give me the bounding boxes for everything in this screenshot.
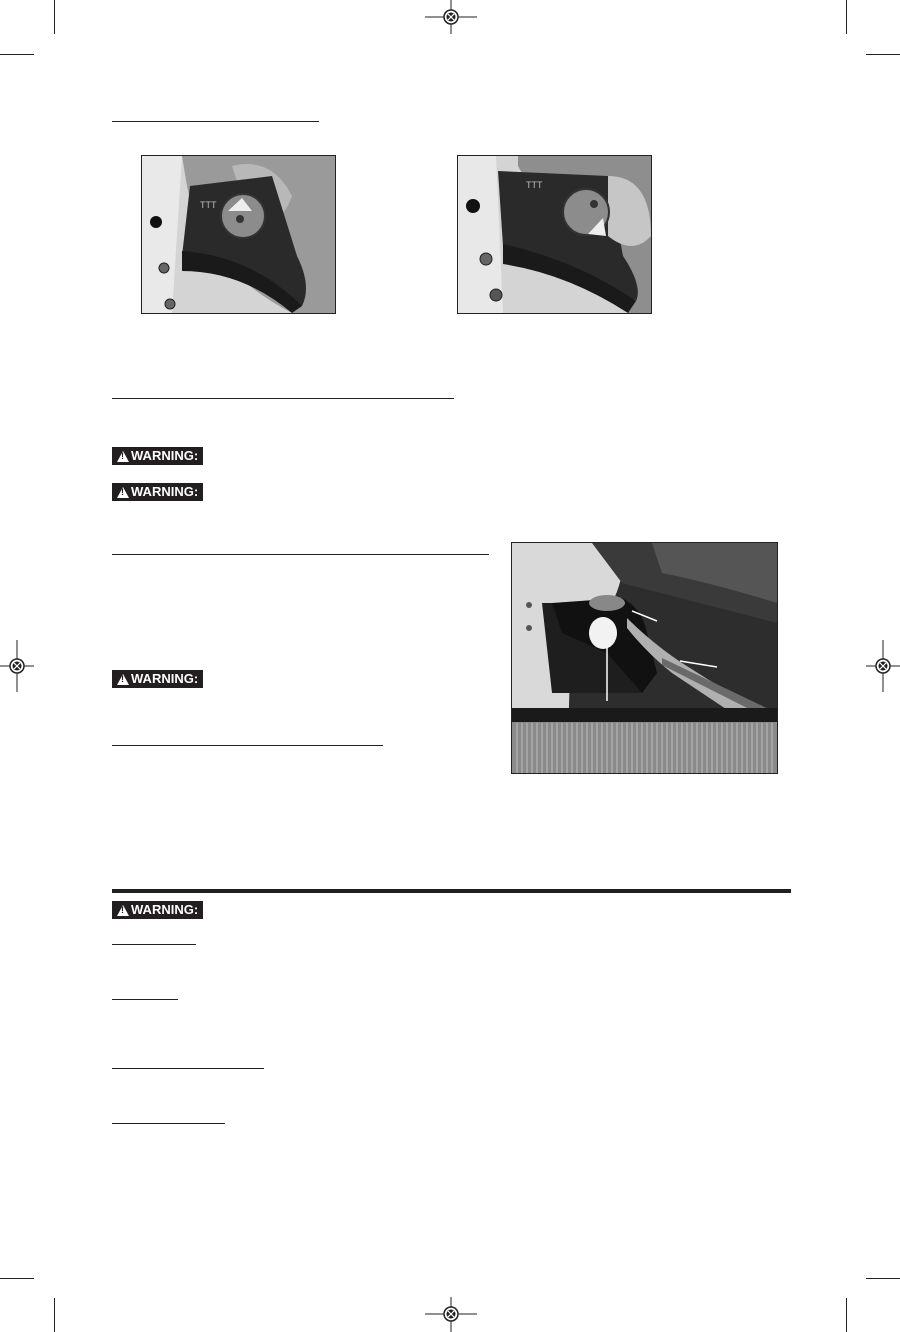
svg-text:TTT: TTT [200,200,217,210]
subheading-underline [112,1068,264,1069]
latch-spring-photo [511,542,778,774]
registration-mark-icon [425,1297,477,1332]
warning-triangle-icon [117,905,129,916]
crop-mark [846,0,847,34]
warning-badge [112,447,203,465]
warning-label: WARNING: [131,484,199,499]
crop-mark [846,1298,847,1332]
warning-label: WARNING: [131,902,199,917]
warning-triangle-icon [117,674,129,685]
subheading-underline [112,999,178,1000]
registration-mark-icon [425,0,477,34]
crop-mark [0,54,34,55]
trigger-lock-photo-1 [141,155,336,314]
registration-mark-icon [0,640,34,692]
warning-badge [112,901,203,919]
subheading-underline [112,944,196,945]
crop-mark [866,54,900,55]
section-divider [112,889,791,893]
warning-triangle-icon [117,487,129,498]
section-heading-underline [112,554,489,555]
warning-label: WARNING: [131,671,199,686]
crop-mark [866,1278,900,1279]
warning-label: WARNING: [131,448,199,463]
warning-badge [112,670,203,688]
crop-mark [0,1278,34,1279]
crop-mark [54,1298,55,1332]
subheading-underline [112,1123,225,1124]
crop-mark [54,0,55,34]
registration-mark-icon [866,640,900,692]
warning-triangle-icon [117,451,129,462]
trigger-lock-photo-2 [457,155,652,314]
svg-text:TTT: TTT [526,180,543,190]
section-heading-underline [112,121,319,122]
section-heading-underline [112,398,454,399]
warning-badge [112,483,203,501]
section-heading-underline [112,745,383,746]
